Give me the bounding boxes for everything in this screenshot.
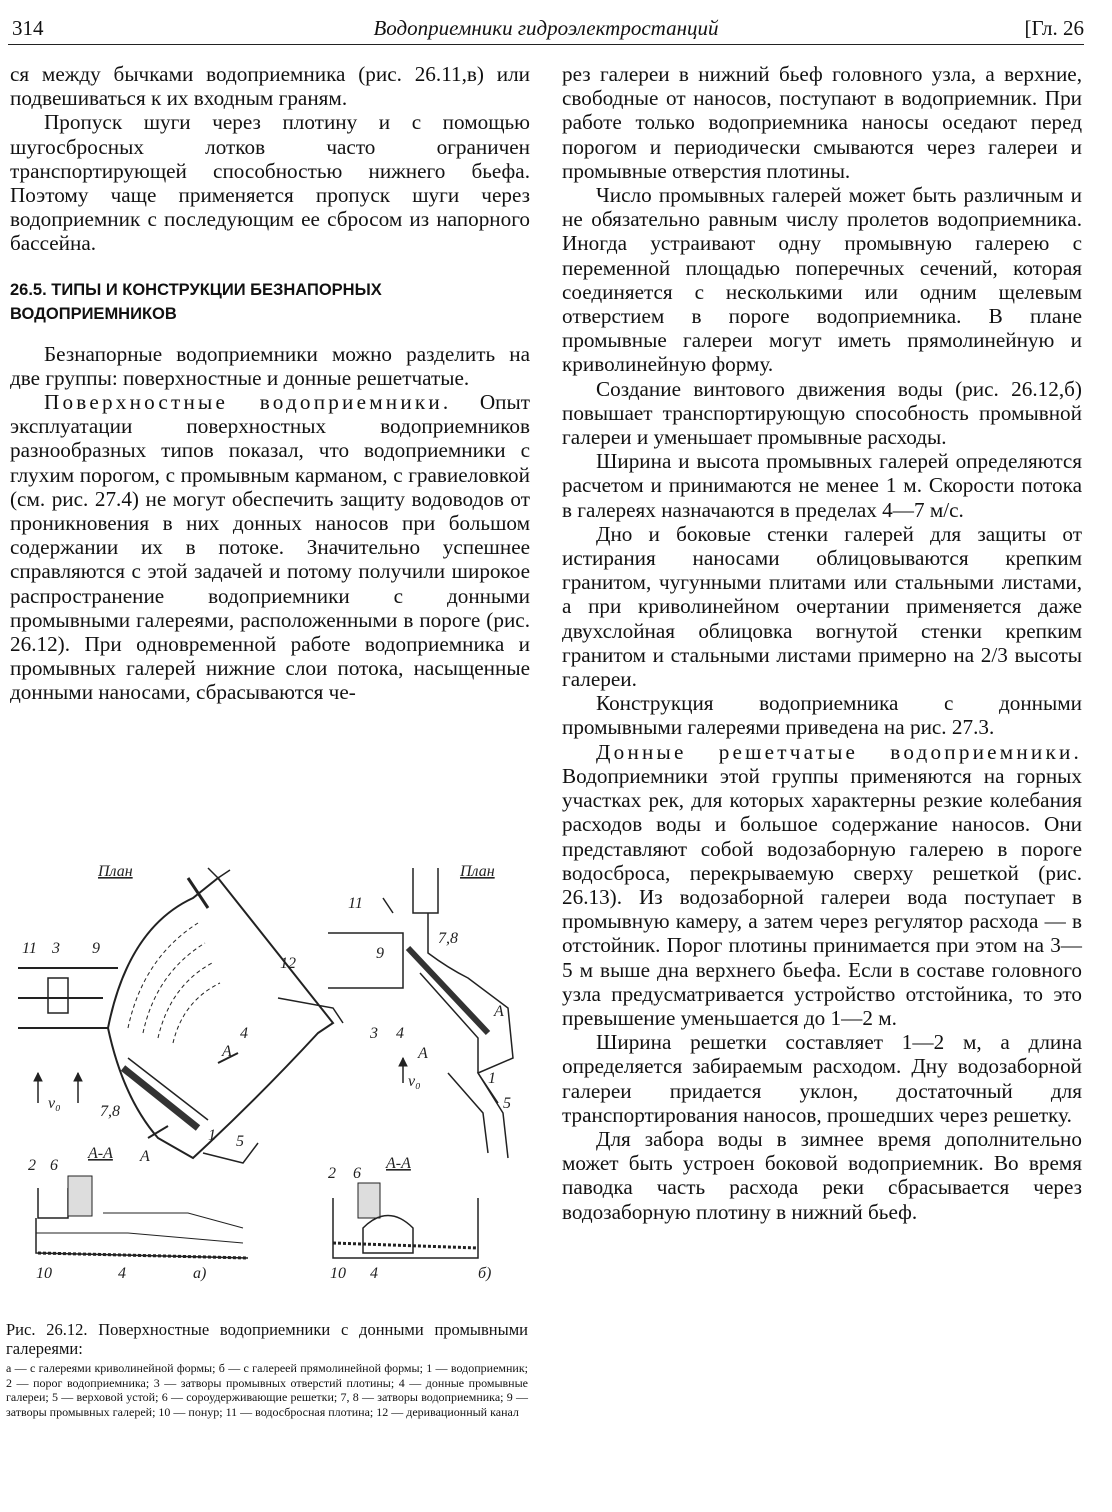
fig-label: 7,8 (100, 1103, 120, 1120)
fig-label: 5 (503, 1095, 511, 1112)
running-header (8, 14, 1084, 45)
fig-label: 4 (396, 1025, 404, 1042)
fig-label: А-А (386, 1155, 411, 1172)
fig-label: А (222, 1043, 232, 1060)
fig-label: 3 (370, 1025, 378, 1042)
fig-label: А (494, 1003, 504, 1020)
fig-label: 5 (236, 1133, 244, 1150)
section-heading: 26.5. ТИПЫ И КОНСТРУКЦИИ БЕЗНАПОРНЫХ ВОДОПРИЕМНИКОВ (10, 280, 382, 323)
paragraph-lead: Донные решетчатые водоприемники. (596, 739, 1082, 764)
chapter-label: [Гл. 26 (1024, 16, 1084, 40)
paragraph: рез галереи в нижний бьеф головного узла, а верхние, свободные от наносов, поступают в водоприемник. При работе только водоприемника наносы оседают перед порогом и периодически смываются через галереи и промывные отверстия плотины. (562, 62, 1082, 183)
figure-26-12 (8, 858, 534, 1303)
fig-label: 6 (50, 1157, 58, 1174)
fig-label: 4 (240, 1025, 248, 1042)
fig-label: 11 (348, 895, 363, 912)
fig-label: 6 (353, 1165, 361, 1182)
caption-title: Рис. 26.12. Поверхностные водоприемники с донными промывными галереями: (6, 1320, 528, 1358)
fig-label: План (460, 863, 495, 880)
paragraph: Для забора воды в зимнее время дополнительно может быть устроен боковой водоприемник. Во время паводка часть расхода реки сбрасывается через водозаборную плотину в нижний бьеф. (562, 1126, 1082, 1224)
paragraph: Создание винтового движения воды (рис. 26.12,б) повышает транспортирующую способность промывной галереи и уменьшает промывные расходы. (562, 376, 1082, 450)
figure-part-a-plan (18, 863, 343, 1165)
fig-label: 11 (22, 940, 37, 957)
fig-label: А (418, 1045, 428, 1062)
paragraph: Конструкция водоприемника с донными промывными галереями приведена на рис. 27.3. (562, 691, 1082, 740)
fig-label: v₀ (408, 1073, 421, 1090)
fig-label: 10 (330, 1265, 346, 1282)
right-column (562, 62, 1082, 1224)
fig-label: 7,8 (438, 930, 458, 947)
paragraph: Ширина решетки составляет 1—2 м, а длина определяется забираемым расходом. Дну водозаборной галереи придается уклон, достаточный для транспортирования наносов, прошедших через решетку. (562, 1030, 1082, 1127)
paragraph: Число промывных галерей может быть различным и не обязательно равным числу пролетов водоприемника. Иногда устраивают одну промывную галерею с переменной площадью поперечных сечений, которая соединяется с несколькими или одним щелевым отверстием в пороге водоприемника. В плане промывные галереи могут иметь прямолинейную и криволинейную форму. (562, 183, 1082, 377)
running-title: Водоприемники гидроэлектростанций (373, 16, 719, 40)
paragraph-lead: Поверхностные водоприемники. (44, 390, 452, 415)
fig-label: А (140, 1148, 150, 1165)
paragraph: Безнапорные водоприемники можно разделить на две группы: поверхностные и донные решетчатые. (10, 341, 530, 390)
fig-label: 9 (376, 945, 384, 962)
figure-part-a-section (28, 1145, 248, 1282)
fig-label: 1 (488, 1070, 496, 1087)
fig-label: А-А (88, 1145, 113, 1162)
figure-part-b-plan (328, 863, 513, 1158)
fig-label: 1 (208, 1127, 216, 1144)
fig-label: 9 (92, 940, 100, 957)
fig-label: 2 (28, 1157, 36, 1174)
fig-label: 2 (328, 1165, 336, 1182)
caption-legend: а — с галереями криволинейной формы; б — с галереей прямолинейной формы; 1 — водоприемник; 2 — порог водоприемника; 3 — затворы промывных отверстий плотины; 4 — донные промывные галереи; 5 — верховой устой; 6 — сороудерживающие решетки; 7, 8 — затворы водоприемника; 9 — затворы промывных галерей; 10 — понур; 11 — водосбросная плотина; 12 — деривационный канал (6, 1361, 528, 1419)
paragraph: ся между бычками водоприемника (рис. 26.11,в) или подвешиваться к их входным граням. (10, 62, 530, 111)
paragraph: Пропуск шуги через плотину и с помощью шугосбросных лотков часто ограничен транспортирующей способностью нижнего бьефа. Поэтому чаще применяется пропуск шуги через водоприемник с последующим ее сбросом из напорного бассейна. (10, 110, 530, 256)
fig-label: б) (478, 1265, 492, 1282)
paragraph-body: Опыт эксплуатации поверхностных водоприемников разнообразных типов показал, что водоприемники с глухим порогом, с промывным карманом, с гравиеловкой (см. рис. 27.4) не могут обеспечить защиту водоводов от проникновения в них донных наносов при большом содержании их в потоке. Значительно успешнее справляются с этой задачей и потому получили широкое распространение водоприемники с донными промывными галереями, расположенными в пороге (рис. 26.12). При одновременной работе водоприемника и промывных галерей нижние слои потока, насыщенные донными наносами, сбрасываются че- (10, 390, 530, 705)
figure-part-b-section (328, 1155, 491, 1282)
fig-label: а) (193, 1265, 207, 1282)
fig-label: 3 (52, 940, 60, 957)
paragraph (10, 390, 530, 705)
fig-label: 4 (118, 1265, 126, 1282)
page-number: 314 (12, 16, 44, 40)
fig-label: 10 (36, 1265, 52, 1282)
paragraph: Ширина и высота промывных галерей определяются расчетом и принимаются не менее 1 м. Скорости потока в галереях назначаются в пределах 4—7 м/с. (562, 449, 1082, 522)
fig-label: План (98, 863, 133, 880)
fig-label: v₀ (48, 1095, 61, 1112)
figure-caption (6, 1320, 528, 1419)
paragraph (562, 740, 1082, 1030)
fig-label: 12 (280, 955, 296, 972)
paragraph: Дно и боковые стенки галерей для защиты от истирания наносами облицовываются крепким гранитом, чугунными плитами или стальными листами, а при криволинейном очертании применяется даже двухслойная облицовка вогнутой стенки крепким гранитом и стальными листами примерно на 2/3 высоты галереи. (562, 521, 1082, 692)
paragraph-body: Водоприемники этой группы применяются на горных участках рек, для которых характерны резкие колебания расходов воды и большое содержание наносов. Они представляют собой водозаборную галерею в пороге водосброса, перекрываемую сверху решеткой (рис. 26.13). Из водозаборной галереи вода поступает в промывную камеру, а затем через регулятор расхода — в отстойник. Порог плотины принимается при этом на 3—5 м выше дна верхнего бьефа. Если в составе головного узла предусматривается устройство отстойника, то это превышение уменьшается до 1—2 м. (562, 763, 1082, 1030)
left-column (10, 62, 530, 705)
fig-label: 4 (370, 1265, 378, 1282)
